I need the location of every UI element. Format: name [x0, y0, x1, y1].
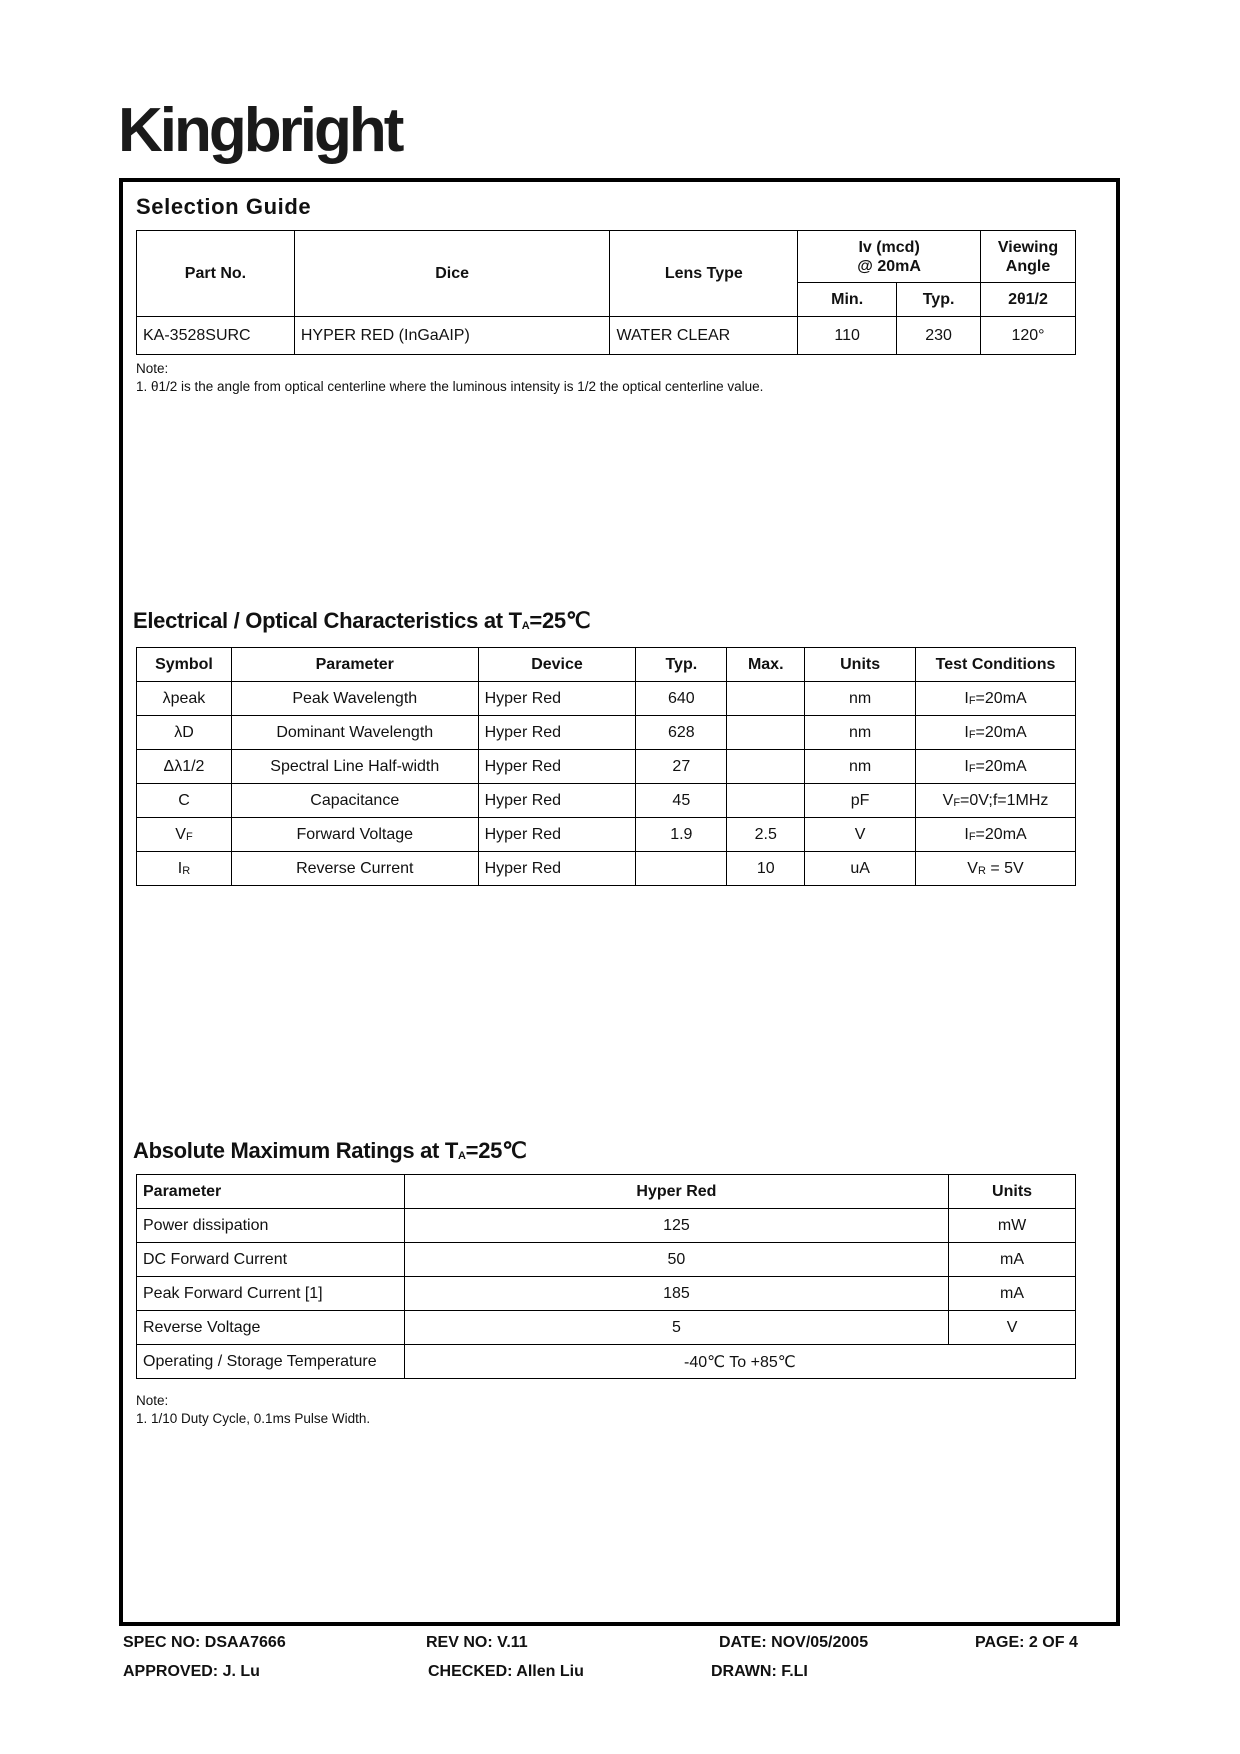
cell-condition: [916, 750, 1076, 784]
cell-units: V: [949, 1311, 1076, 1345]
col-viewing-angle: [981, 231, 1076, 283]
cell-min: 110: [798, 317, 897, 355]
cell-parameter: Capacitance: [231, 784, 478, 818]
cell-symbol: [137, 784, 232, 818]
cell-condition: [916, 818, 1076, 852]
col-iv-typ: Typ.: [897, 283, 981, 317]
cell-max: 2.5: [727, 818, 805, 852]
symbol-main: V: [175, 825, 186, 843]
absolute-title-sub: A: [458, 1150, 466, 1162]
cell-device: Hyper Red: [478, 818, 636, 852]
table-row: [137, 1277, 1076, 1311]
cell-units: nm: [805, 750, 916, 784]
col-hyper-red: Hyper Red: [404, 1175, 948, 1209]
cell-units: nm: [805, 716, 916, 750]
table-row: [137, 716, 1076, 750]
electrical-table: [136, 647, 1076, 886]
footer-spec: SPEC NO: DSAA7666: [123, 1634, 286, 1651]
col-parameter: Parameter: [231, 648, 478, 682]
cell-value: 5: [404, 1311, 948, 1345]
footer-checked: CHECKED: Allen Liu: [428, 1663, 584, 1680]
cell-typ: 45: [636, 784, 727, 818]
cell-typ: 27: [636, 750, 727, 784]
cell-device: Hyper Red: [478, 784, 636, 818]
cell-max: [727, 784, 805, 818]
note-text: 1. 1/10 Duty Cycle, 0.1ms Pulse Width.: [136, 1411, 371, 1426]
cond-b: =20mA: [975, 757, 1027, 775]
symbol-main: λpeak: [162, 689, 206, 707]
table-row: [137, 1311, 1076, 1345]
cond-sub: R: [977, 864, 986, 877]
electrical-title-a: Electrical / Optical Characteristics at T: [133, 608, 522, 633]
symbol-main: Δλ1/2: [163, 757, 205, 775]
cell-part: KA-3528SURC: [137, 317, 295, 355]
cond-sub: F: [953, 796, 961, 809]
cell-units: nm: [805, 682, 916, 716]
note-label: Note:: [136, 361, 169, 376]
cell-max: [727, 682, 805, 716]
col-test-conditions: Test Conditions: [916, 648, 1076, 682]
electrical-title: [133, 608, 590, 634]
table-row: [137, 317, 1076, 355]
note-label: Note:: [136, 1393, 169, 1408]
table-row: [137, 1345, 1076, 1379]
symbol-main: C: [178, 791, 190, 809]
col-lens-type: Lens Type: [610, 231, 798, 317]
table-row: [137, 682, 1076, 716]
cell-param: Reverse Voltage: [137, 1311, 405, 1345]
cell-value: 125: [404, 1209, 948, 1243]
electrical-title-sub: A: [521, 620, 530, 632]
cell-param: Operating / Storage Temperature: [137, 1345, 405, 1379]
table-row: [137, 818, 1076, 852]
cell-max: [727, 750, 805, 784]
cond-b: =0V;f=1MHz: [960, 791, 1049, 809]
symbol-main: λD: [174, 723, 194, 741]
cell-parameter: Reverse Current: [231, 852, 478, 886]
cell-param: Power dissipation: [137, 1209, 405, 1243]
col-symbol: Symbol: [137, 648, 232, 682]
cond-sub: F: [968, 762, 976, 775]
absolute-note: [136, 1392, 370, 1428]
cell-value: 185: [404, 1277, 948, 1311]
cell-typ: 1.9: [636, 818, 727, 852]
col-parameter: Parameter: [137, 1175, 405, 1209]
footer-approved: APPROVED: J. Lu: [123, 1663, 260, 1680]
col-dice: Dice: [294, 231, 610, 317]
symbol-sub: F: [185, 830, 193, 843]
cell-units: uA: [805, 852, 916, 886]
cell-condition: [916, 716, 1076, 750]
cond-b: =20mA: [975, 723, 1027, 741]
col-va-line1: Viewing: [997, 238, 1059, 256]
cell-units: mA: [949, 1243, 1076, 1277]
cell-condition: [916, 852, 1076, 886]
cell-device: Hyper Red: [478, 750, 636, 784]
col-max: Max.: [727, 648, 805, 682]
cell-device: Hyper Red: [478, 852, 636, 886]
absolute-title-a: Absolute Maximum Ratings at T: [133, 1138, 459, 1163]
cell-parameter: Dominant Wavelength: [231, 716, 478, 750]
cell-device: Hyper Red: [478, 682, 636, 716]
cell-device: Hyper Red: [478, 716, 636, 750]
cell-parameter: Spectral Line Half-width: [231, 750, 478, 784]
cell-parameter: Peak Wavelength: [231, 682, 478, 716]
cell-units: mA: [949, 1277, 1076, 1311]
col-iv-line1: Iv (mcd): [858, 238, 920, 256]
cond-b: =20mA: [975, 825, 1027, 843]
cell-units: V: [805, 818, 916, 852]
cell-parameter: Forward Voltage: [231, 818, 478, 852]
cell-units: mW: [949, 1209, 1076, 1243]
cell-lens: WATER CLEAR: [610, 317, 798, 355]
cell-condition: [916, 682, 1076, 716]
header-row: [137, 1175, 1076, 1209]
cond-sub: F: [968, 694, 976, 707]
cell-units: pF: [805, 784, 916, 818]
cond-a: I: [964, 825, 969, 843]
table-row: [137, 750, 1076, 784]
cell-typ: 640: [636, 682, 727, 716]
cond-b: = 5V: [985, 859, 1024, 877]
cell-param: DC Forward Current: [137, 1243, 405, 1277]
cell-param: Peak Forward Current [1]: [137, 1277, 405, 1311]
col-iv: [798, 231, 981, 283]
cell-symbol: [137, 682, 232, 716]
cond-a: V: [967, 859, 978, 877]
cell-value: -40℃ To +85℃: [404, 1345, 1075, 1379]
cond-a: I: [964, 757, 969, 775]
cell-max: 10: [727, 852, 805, 886]
cond-b: =20mA: [975, 689, 1027, 707]
footer-page: PAGE: 2 OF 4: [975, 1634, 1078, 1651]
cell-symbol: [137, 852, 232, 886]
cell-max: [727, 716, 805, 750]
selection-guide-title: Selection Guide: [136, 194, 312, 219]
electrical-title-b: =25℃: [529, 608, 591, 633]
absolute-table: [136, 1174, 1076, 1379]
cell-symbol: [137, 716, 232, 750]
selection-note: [136, 360, 763, 396]
col-iv-min: Min.: [798, 283, 897, 317]
col-units: Units: [949, 1175, 1076, 1209]
symbol-sub: R: [182, 864, 191, 877]
cell-typ: 628: [636, 716, 727, 750]
cell-typ: [636, 852, 727, 886]
table-row: [137, 852, 1076, 886]
cell-condition: [916, 784, 1076, 818]
cond-a: V: [942, 791, 954, 809]
col-angle: 2θ1/2: [981, 283, 1076, 317]
cell-symbol: [137, 750, 232, 784]
cond-sub: F: [968, 830, 976, 843]
cell-angle: 120°: [981, 317, 1076, 355]
symbol-main: I: [177, 859, 183, 877]
absolute-title-b: =25℃: [465, 1138, 527, 1163]
table-row: [137, 1243, 1076, 1277]
selection-guide-table: [136, 230, 1076, 355]
kingbright-logo: Kingbright: [118, 96, 402, 165]
cell-typ: 230: [897, 317, 981, 355]
cell-symbol: [137, 818, 232, 852]
note-text: 1. θ1/2 is the angle from optical centerline where the luminous intensity is 1/2 the optical centerline value.: [136, 379, 764, 394]
footer-date: DATE: NOV/05/2005: [719, 1634, 869, 1651]
table-row: [137, 784, 1076, 818]
col-part-no: Part No.: [137, 231, 295, 317]
absolute-title: [133, 1138, 527, 1164]
cond-a: I: [964, 723, 969, 741]
cell-dice: HYPER RED (InGaAIP): [294, 317, 610, 355]
cond-sub: F: [968, 728, 976, 741]
table-row: [137, 1209, 1076, 1243]
col-typ: Typ.: [636, 648, 727, 682]
footer-rev: REV NO: V.11: [426, 1634, 528, 1651]
col-va-line2: Angle: [1005, 257, 1051, 275]
col-units: Units: [805, 648, 916, 682]
footer-drawn: DRAWN: F.LI: [711, 1663, 808, 1680]
cond-a: I: [964, 689, 969, 707]
cell-value: 50: [404, 1243, 948, 1277]
col-device: Device: [478, 648, 636, 682]
header-row: [137, 648, 1076, 682]
col-iv-line2: @ 20mA: [857, 257, 921, 275]
